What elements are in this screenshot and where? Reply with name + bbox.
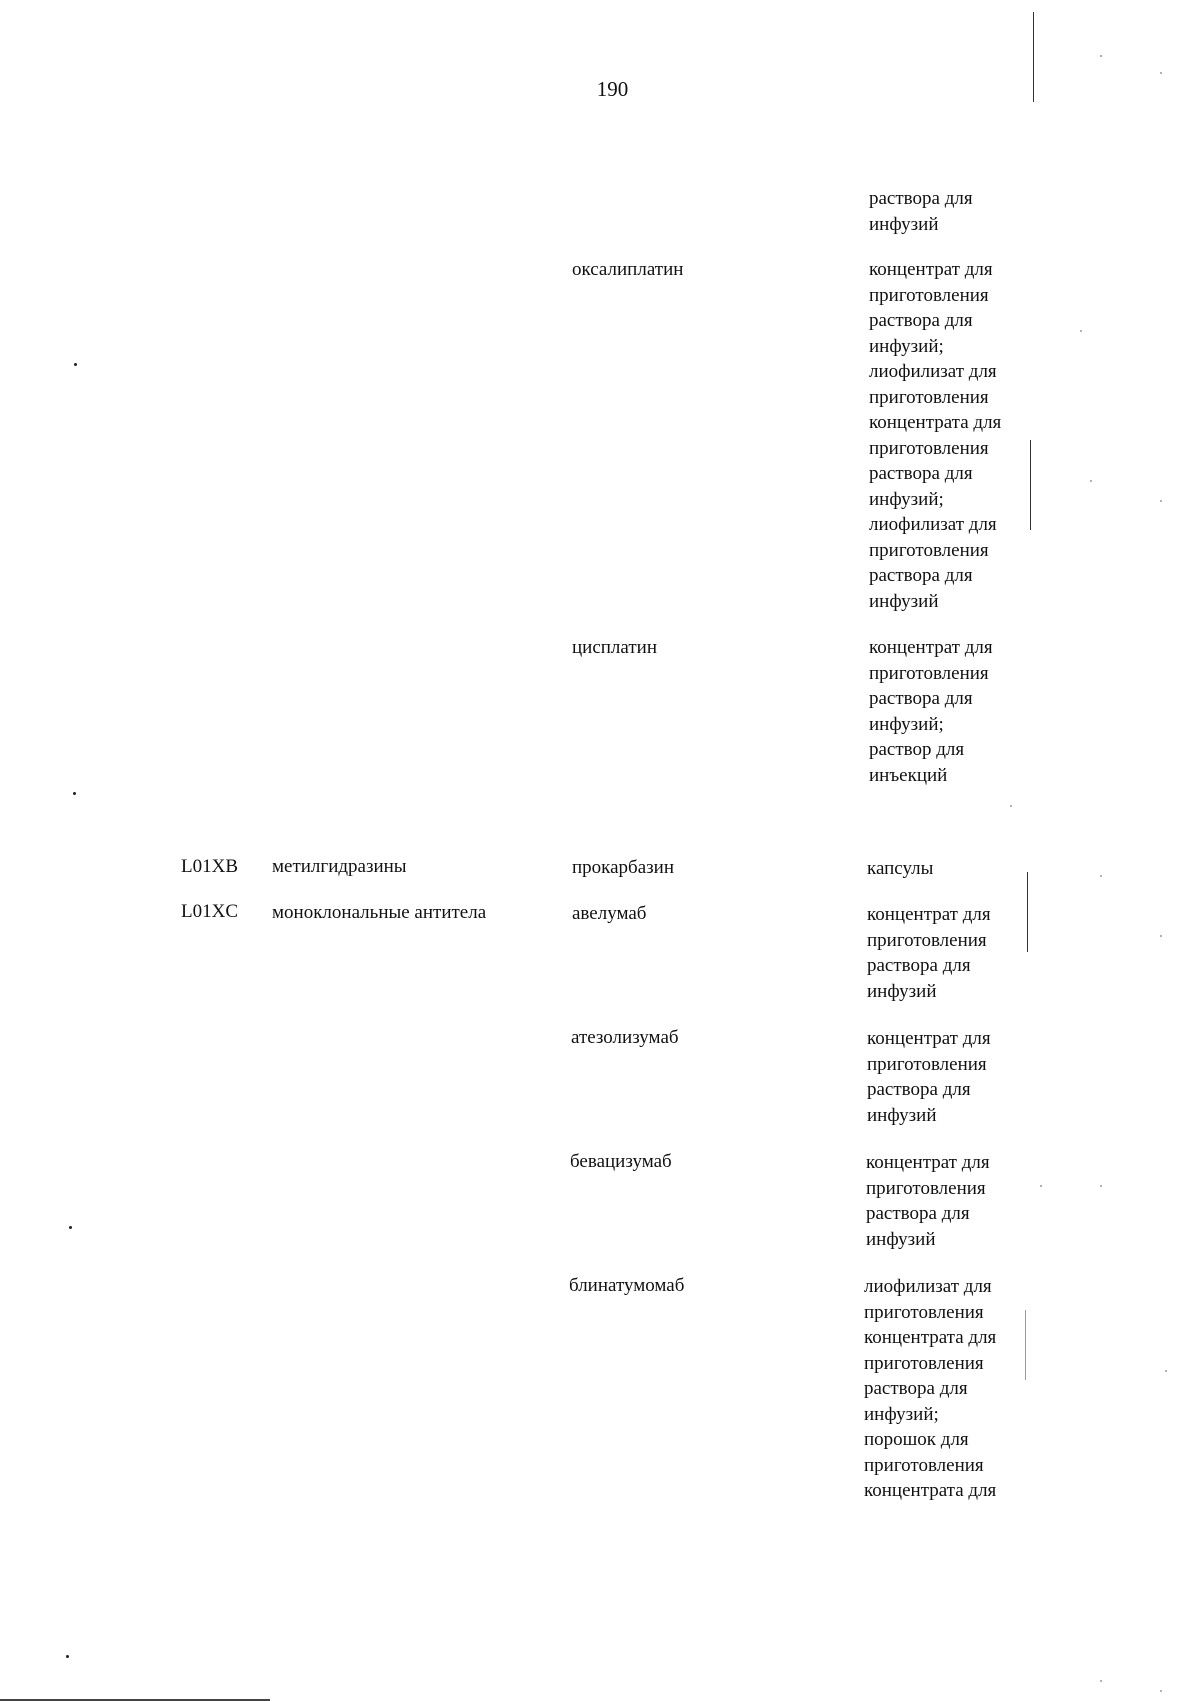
- dosage-form-line: раствора для: [869, 688, 973, 709]
- drug-name: авелумаб: [572, 903, 647, 924]
- dosage-forms: [867, 902, 991, 1004]
- dosage-form-line: приготовления: [869, 284, 989, 306]
- drug-name: атезолизумаб: [571, 1027, 679, 1048]
- dosage-form-line: приготовления: [869, 386, 989, 408]
- atc-code: L01XB: [181, 856, 238, 877]
- dosage-form-line: раствора для: [869, 310, 973, 331]
- dosage-form-line: приготовления: [864, 1352, 984, 1374]
- drug-name: оксалиплатин: [572, 259, 684, 280]
- drug-name: прокарбазин: [572, 857, 674, 878]
- dosage-form-line: приготовления: [864, 1301, 984, 1323]
- scan-speck: [1100, 875, 1102, 877]
- dosage-form-line: раствора для: [867, 955, 971, 976]
- scan-speck: [1040, 1185, 1042, 1187]
- dosage-forms: [869, 186, 973, 237]
- dosage-forms: [869, 257, 1001, 614]
- atc-group: моноклональные антитела: [272, 902, 487, 923]
- scan-speck: [1160, 935, 1162, 937]
- dosage-forms: [867, 1026, 991, 1128]
- dosage-form-line: лиофилизат для: [869, 361, 997, 382]
- dosage-form-line: концентрата для: [864, 1327, 997, 1348]
- drug-name: бевацизумаб: [570, 1151, 672, 1172]
- page-number: 190: [596, 77, 629, 101]
- dosage-form-line: концентрата для: [864, 1480, 997, 1501]
- scan-speck: [1080, 330, 1082, 332]
- dosage-form-line: инфузий;: [869, 713, 944, 735]
- atc-code: L01XC: [181, 901, 238, 922]
- dosage-form-line: раствора для: [867, 1079, 971, 1100]
- dosage-form-line: приготовления: [867, 1053, 987, 1075]
- dosage-form-line: раствора для: [866, 1203, 970, 1224]
- scan-dot: [74, 363, 77, 366]
- dosage-form-line: приготовления: [867, 929, 987, 951]
- dosage-form-line: раствора для: [869, 188, 973, 209]
- scan-line: [1030, 440, 1031, 530]
- scan-dot: [73, 792, 76, 795]
- scan-dot: [66, 1655, 69, 1658]
- dosage-form-line: инфузий: [867, 980, 937, 1002]
- scan-speck: [1090, 480, 1092, 482]
- dosage-form-line: лиофилизат для: [869, 514, 997, 535]
- drug-name: блинатумомаб: [569, 1275, 685, 1296]
- dosage-form-line: приготовления: [869, 539, 989, 561]
- scan-speck: [1165, 1370, 1167, 1372]
- dosage-forms: [864, 1274, 996, 1504]
- drug-name: цисплатин: [572, 637, 657, 658]
- scan-line: [1033, 12, 1034, 102]
- dosage-form-line: концентрата для: [869, 412, 1002, 433]
- dosage-form-line: раствора для: [864, 1378, 968, 1399]
- scan-speck: [1160, 72, 1162, 74]
- dosage-form-line: раствора для: [869, 565, 973, 586]
- dosage-form-line: инфузий: [869, 590, 939, 612]
- dosage-form-line: капсулы: [867, 858, 934, 879]
- dosage-form-line: лиофилизат для: [864, 1276, 992, 1297]
- dosage-form-line: концентрат для: [867, 1028, 991, 1049]
- dosage-form-line: инфузий: [869, 213, 939, 235]
- dosage-form-line: приготовления: [869, 437, 989, 459]
- dosage-forms: [867, 856, 933, 882]
- dosage-form-line: раствора для: [869, 463, 973, 484]
- scan-speck: [1010, 805, 1012, 807]
- dosage-form-line: порошок для: [864, 1429, 969, 1450]
- scan-line: [1027, 872, 1028, 952]
- dosage-form-line: концентрат для: [869, 637, 993, 658]
- dosage-form-line: приготовления: [864, 1454, 984, 1476]
- dosage-form-line: инфузий;: [869, 335, 944, 357]
- dosage-form-line: инфузий;: [869, 488, 944, 510]
- scan-speck: [1100, 1680, 1102, 1682]
- scan-speck: [1160, 1690, 1162, 1692]
- dosage-forms: [866, 1150, 990, 1252]
- dosage-form-line: инфузий: [866, 1228, 936, 1250]
- scan-speck: [1100, 1185, 1102, 1187]
- dosage-form-line: приготовления: [866, 1177, 986, 1199]
- dosage-forms: [869, 635, 993, 788]
- dosage-form-line: инъекций: [869, 764, 948, 786]
- dosage-form-line: концентрат для: [869, 259, 993, 280]
- atc-group: метилгидразины: [272, 856, 407, 877]
- dosage-form-line: концентрат для: [867, 904, 991, 925]
- scan-speck: [1160, 500, 1162, 502]
- scan-line: [1025, 1310, 1026, 1380]
- dosage-form-line: инфузий: [867, 1104, 937, 1126]
- dosage-form-line: раствор для: [869, 739, 965, 760]
- dosage-form-line: приготовления: [869, 662, 989, 684]
- dosage-form-line: инфузий;: [864, 1403, 939, 1425]
- dosage-form-line: концентрат для: [866, 1152, 990, 1173]
- scan-dot: [69, 1226, 72, 1229]
- scan-speck: [1100, 55, 1102, 57]
